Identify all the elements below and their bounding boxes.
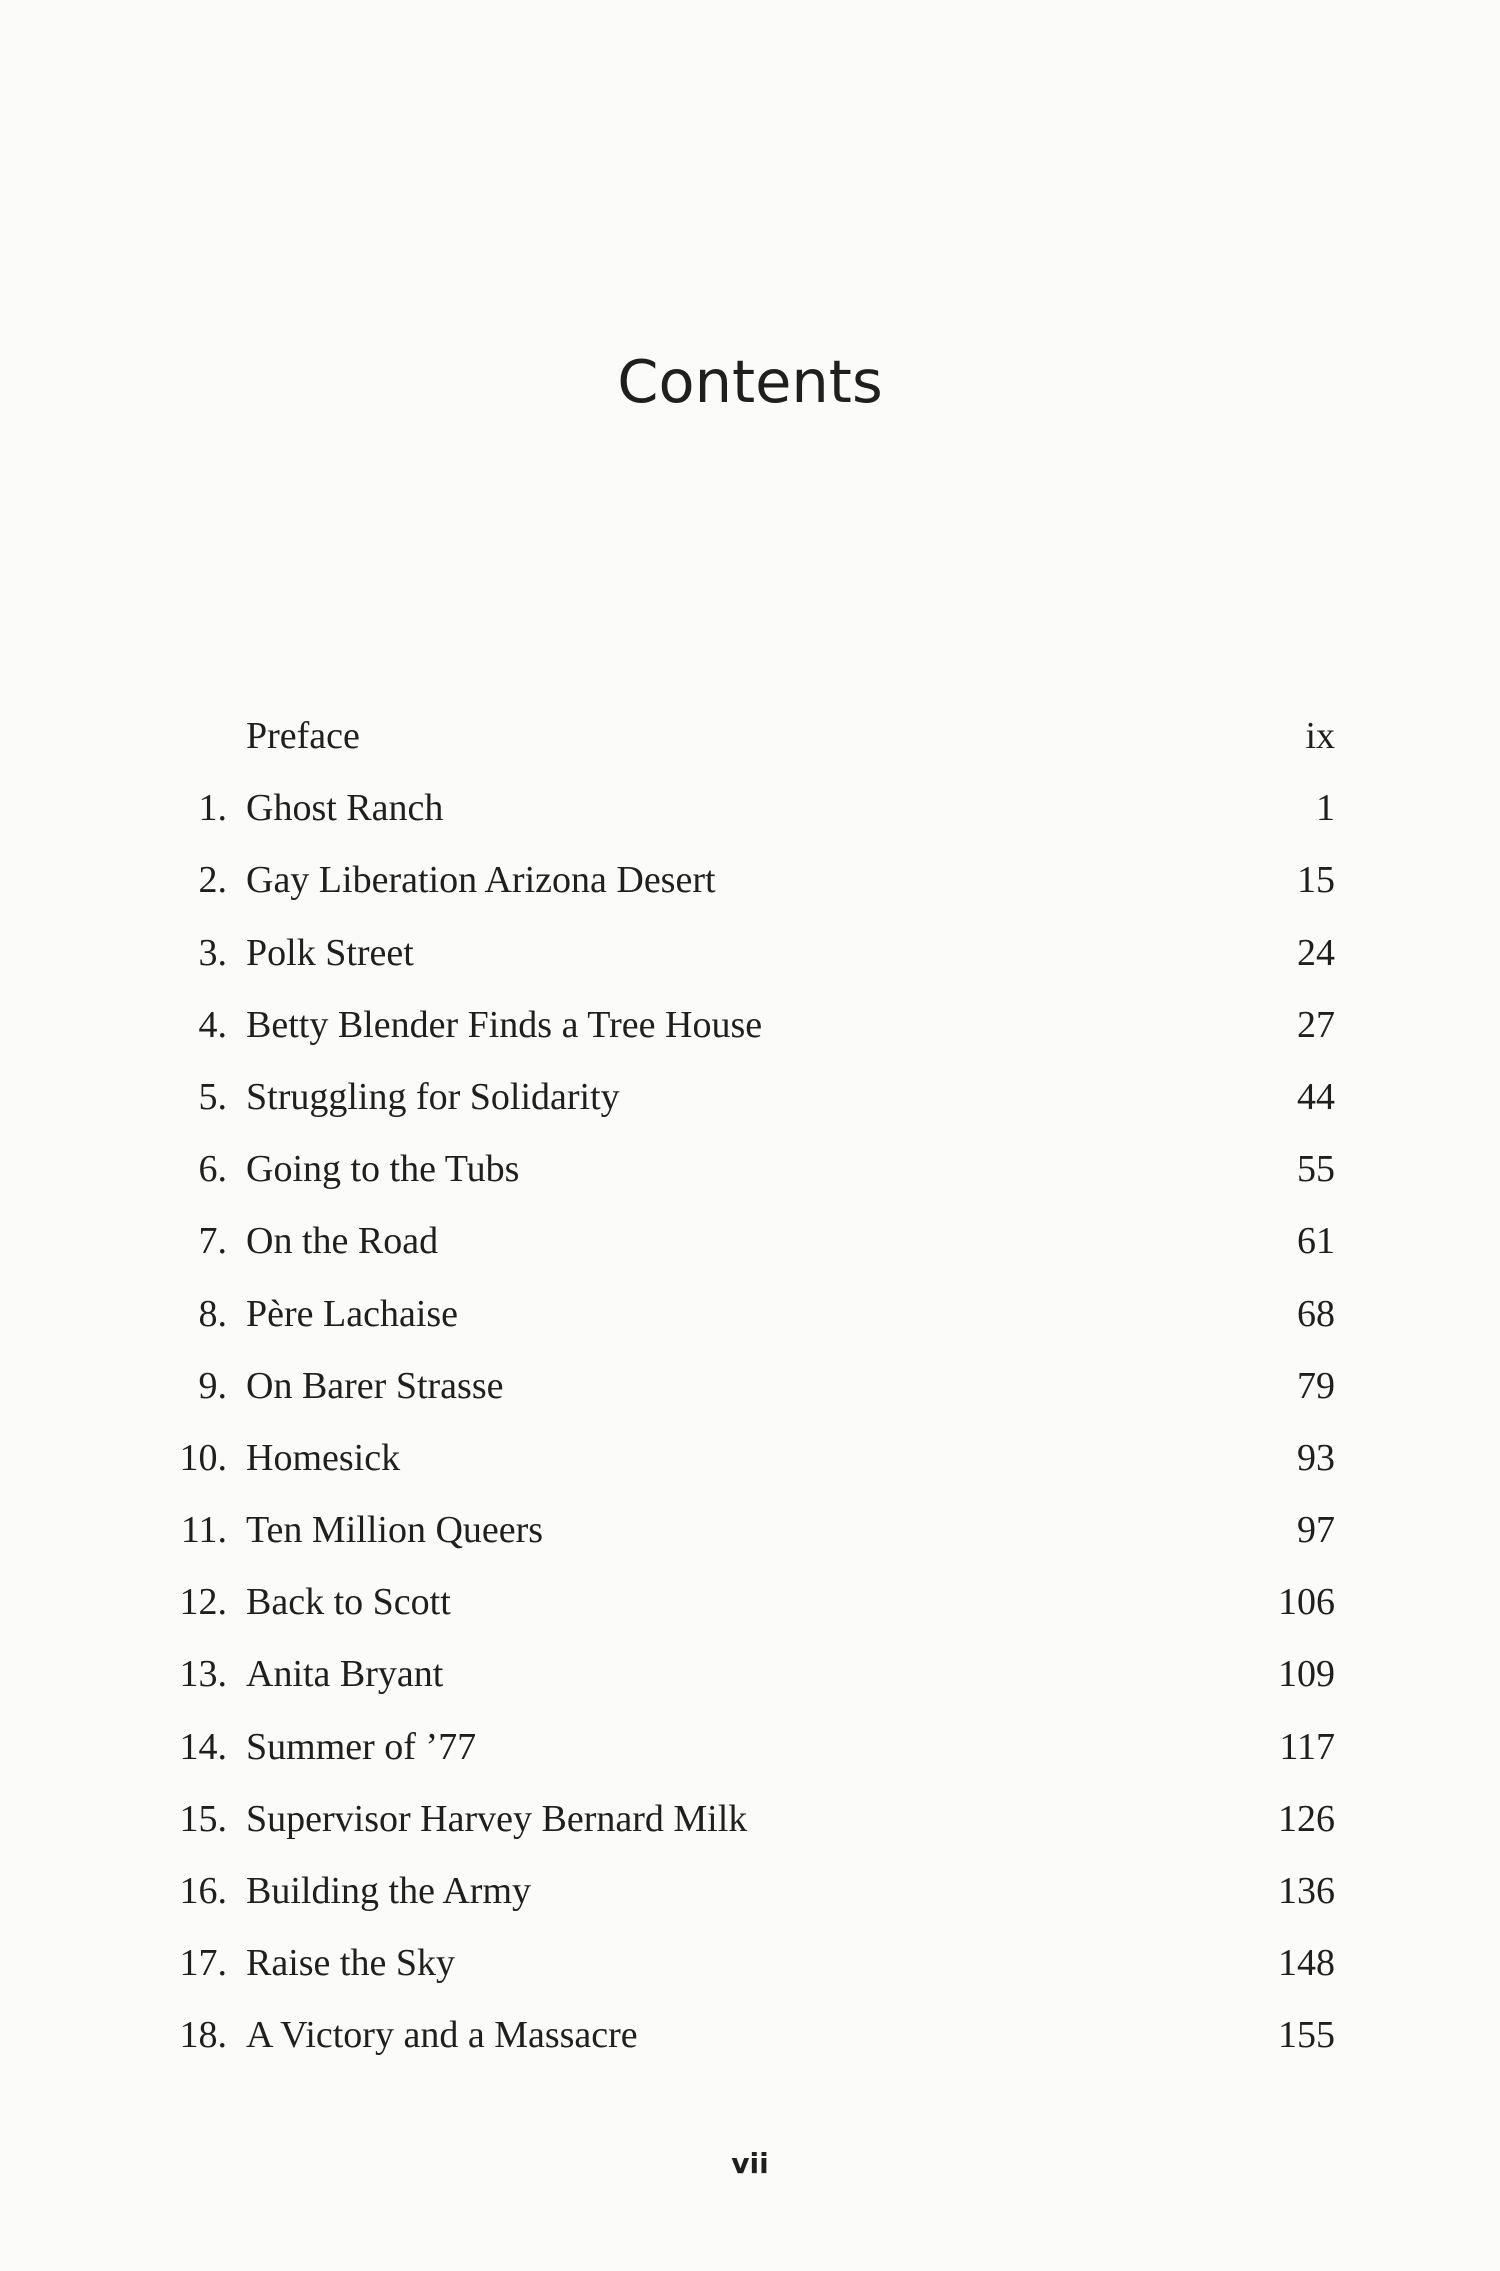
- toc-entry: [0, 1999, 1500, 2071]
- chapter-number: 17.: [179, 1942, 227, 1985]
- chapter-number: 12.: [179, 1581, 227, 1624]
- chapter-page-number: 79: [1297, 1364, 1335, 1407]
- chapter-title: On the Road: [246, 1220, 439, 1263]
- chapter-number: 3.: [198, 931, 227, 974]
- chapter-page-number: 109: [1278, 1653, 1335, 1696]
- toc-entry: [0, 1061, 1500, 1133]
- chapter-title: A Victory and a Massacre: [246, 2014, 638, 2057]
- chapter-number: 6.: [198, 1148, 227, 1191]
- toc-entry: [0, 1566, 1500, 1638]
- chapter-number: 10.: [179, 1436, 227, 1479]
- toc-entry: [0, 1133, 1500, 1205]
- toc-entry: [0, 772, 1500, 844]
- chapter-number: 2.: [198, 859, 227, 902]
- chapter-title: Supervisor Harvey Bernard Milk: [246, 1797, 748, 1840]
- chapter-title: Gay Liberation Arizona Desert: [246, 859, 716, 902]
- chapter-page-number: 148: [1278, 1942, 1335, 1985]
- chapter-page-number: 126: [1278, 1797, 1335, 1840]
- toc-entry: [0, 1855, 1500, 1927]
- chapter-title: Betty Blender Finds a Tree House: [246, 1003, 763, 1046]
- toc-entry: [0, 1927, 1500, 1999]
- chapter-title: Back to Scott: [246, 1581, 451, 1624]
- chapter-title: Summer of ’77: [246, 1725, 477, 1768]
- chapter-page-number: 55: [1297, 1148, 1335, 1191]
- chapter-page-number: 24: [1297, 931, 1335, 974]
- toc-entry: [0, 700, 1500, 772]
- chapter-page-number: 97: [1297, 1509, 1335, 1552]
- chapter-title: Struggling for Solidarity: [246, 1075, 620, 1118]
- chapter-title: On Barer Strasse: [246, 1364, 504, 1407]
- chapter-title: Going to the Tubs: [246, 1148, 520, 1191]
- chapter-number: 5.: [198, 1075, 227, 1118]
- toc-entry: [0, 989, 1500, 1061]
- chapter-page-number: 44: [1297, 1075, 1335, 1118]
- chapter-number: 8.: [198, 1292, 227, 1335]
- chapter-page-number: 27: [1297, 1003, 1335, 1046]
- chapter-page-number: 117: [1279, 1725, 1335, 1768]
- chapter-title: Anita Bryant: [246, 1653, 444, 1696]
- chapter-page-number: 93: [1297, 1436, 1335, 1479]
- chapter-page-number: 106: [1278, 1581, 1335, 1624]
- toc-entry: [0, 1350, 1500, 1422]
- chapter-title: Ten Million Queers: [246, 1509, 544, 1552]
- toc-entry: [0, 1783, 1500, 1855]
- toc-entry: [0, 1278, 1500, 1350]
- chapter-number: 15.: [179, 1797, 227, 1840]
- chapter-number: 13.: [179, 1653, 227, 1696]
- chapter-number: 9.: [198, 1364, 227, 1407]
- toc-entry: [0, 1711, 1500, 1783]
- toc-entry: [0, 1205, 1500, 1277]
- chapter-number: 11.: [180, 1509, 227, 1552]
- chapter-title: Raise the Sky: [246, 1942, 455, 1985]
- chapter-title: Ghost Ranch: [246, 787, 444, 830]
- chapter-title: Polk Street: [246, 931, 414, 974]
- table-of-contents: [0, 700, 1500, 2072]
- toc-entry: [0, 844, 1500, 916]
- toc-entry: [0, 1422, 1500, 1494]
- chapter-page-number: 1: [1316, 787, 1335, 830]
- page-number: vii: [731, 2147, 769, 2180]
- toc-entry: [0, 1494, 1500, 1566]
- chapter-number: 4.: [198, 1003, 227, 1046]
- chapter-number: 16.: [179, 1870, 227, 1912]
- chapter-number: 7.: [198, 1220, 227, 1263]
- chapter-title: Preface: [246, 715, 360, 757]
- chapter-number: 18.: [179, 2014, 227, 2057]
- chapter-number: 14.: [179, 1725, 227, 1768]
- chapter-title: Building the Army: [246, 1870, 531, 1912]
- page-title: Contents: [617, 347, 883, 416]
- chapter-page-number: 15: [1297, 859, 1335, 902]
- toc-entry: [0, 917, 1500, 989]
- chapter-page-number: 68: [1297, 1292, 1335, 1335]
- chapter-page-number: ix: [1305, 715, 1335, 757]
- chapter-page-number: 155: [1278, 2014, 1335, 2057]
- chapter-page-number: 136: [1278, 1870, 1335, 1912]
- chapter-title: Homesick: [246, 1436, 401, 1479]
- toc-entry: [0, 1638, 1500, 1710]
- chapter-number: 1.: [198, 787, 227, 830]
- chapter-title: Père Lachaise: [246, 1292, 459, 1335]
- chapter-page-number: 61: [1297, 1220, 1335, 1263]
